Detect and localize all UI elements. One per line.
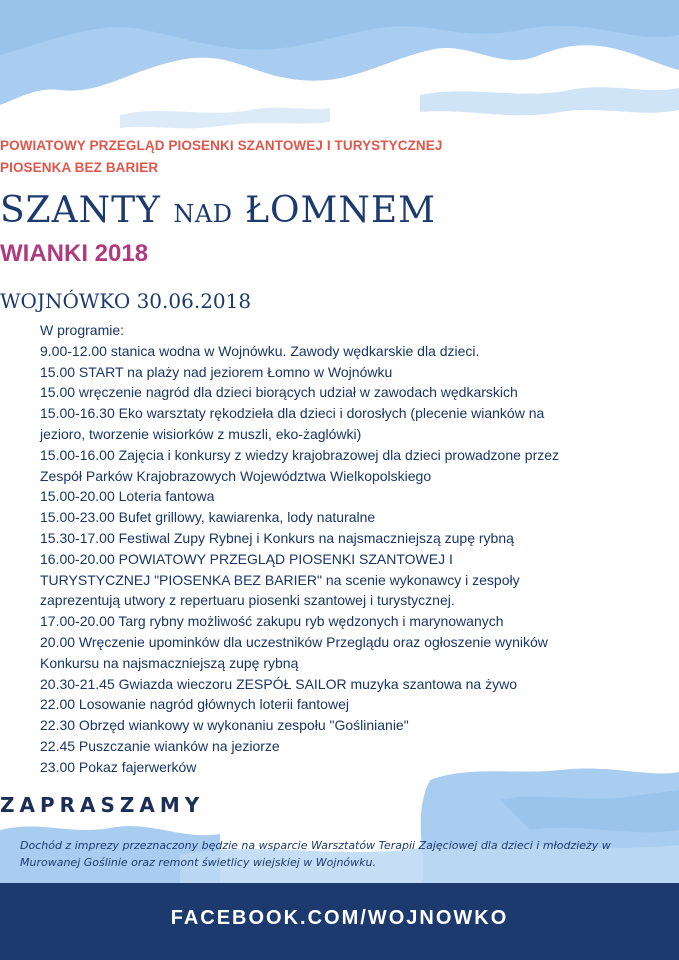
program-line: Zespół Parków Krajobrazowych Województwa Wielkopolskiego (40, 467, 432, 484)
program-line: 15.00 wręczenie nagród dla dzieci biorących udział w zawodach wędkarskich (40, 384, 518, 401)
program-line: 22.45 Puszczanie wianków na jeziorze (40, 737, 280, 754)
footnote-line-2: Murowanej Goślinie oraz remont świetlicy wiejskiej w Wojnówku. (20, 856, 376, 869)
proceeds-footnote (20, 837, 659, 871)
title-word-nad: NAD (173, 200, 233, 228)
program-line: 20.00 Wręczenie upominków dla uczestników Przeglądu oraz ogłoszenie wyników (40, 633, 548, 650)
program-heading: W programie: (40, 322, 125, 338)
program-line: 23.00 Pokaz fajerwerków (40, 758, 197, 775)
footnote-line-1: Dochód z imprezy przeznaczony będzie na wsparcie Warsztatów Terapii Zajęciowej dla dzieci i młodzieży w (20, 839, 611, 852)
program-line: 9.00-12.00 stanica wodna w Wojnówku. Zawody wędkarskie dla dzieci. (40, 342, 480, 359)
subtitle-line-2: PIOSENKA BEZ BARIER (0, 160, 159, 175)
edition-title: WIANKI 2018 (0, 240, 149, 267)
program-line: zaprezentują utwory z repertuaru piosenki szantowej i turystycznej. (40, 592, 455, 609)
program-line: 22.30 Obrzęd wiankowy w wykonaniu zespołu "Goślinianie" (40, 717, 409, 734)
program-line: 15.30-17.00 Festiwal Zupy Rybnej i Konkurs na najsmaczniejszą zupę rybną (40, 529, 514, 546)
program-line: TURYSTYCZNEJ "PIOSENKA BEZ BARIER" na scenie wykonawcy i zespoły (40, 571, 520, 588)
title-word-szanty: SZANTY (0, 190, 161, 231)
program-line: 20.30-21.45 Gwiazda wieczoru ZESPÓŁ SAILOR muzyka szantowa na żywo (40, 675, 517, 692)
program-line: 15.00-16.00 Zajęcia i konkursy z wiedzy krajobrazowej dla dzieci prowadzone przez (40, 446, 560, 463)
program-line: 17.00-20.00 Targ rybny możliwość zakupu ryb wędzonych i marynowanych (40, 613, 504, 630)
program-line: Konkursu na najsmaczniejszą zupę rybną (40, 654, 299, 671)
program-line: 15.00-23.00 Bufet grillowy, kawiarenka, lody naturalne (40, 509, 376, 526)
title-word-lomnem: ŁOMNEM (244, 190, 437, 231)
program-line: 15.00 START na plaży nad jeziorem Łomno w Wojnówku (40, 363, 393, 380)
subtitle-line-1: POWIATOWY PRZEGLĄD PIOSENKI SZANTOWEJ I TURYSTYCZNEJ (0, 138, 443, 153)
program-line: jezioro, tworzenie wisiorków z muszli, eko-żaglówki) (40, 425, 362, 442)
main-title (0, 190, 679, 231)
location-date: WOJNÓWKO 30.06.2018 (0, 289, 252, 313)
program-line: 22.00 Losowanie nagród głównych loterii fantowej (40, 696, 349, 713)
program-line: 16.00-20.00 POWIATOWY PRZEGLĄD PIOSENKI SZANTOWEJ I (40, 550, 453, 567)
top-wave-decoration (0, 0, 679, 140)
program-list (40, 320, 639, 778)
program-line: 15.00-16.30 Eko warsztaty rękodzieła dla dzieci i dorosłych (plecenie wianków na (40, 405, 545, 422)
facebook-link[interactable]: FACEBOOK.COM/WOJNOWKO (170, 907, 509, 929)
invitation-text: ZAPRASZAMY (0, 793, 205, 817)
program-line: 15.00-20.00 Loteria fantowa (40, 488, 215, 505)
